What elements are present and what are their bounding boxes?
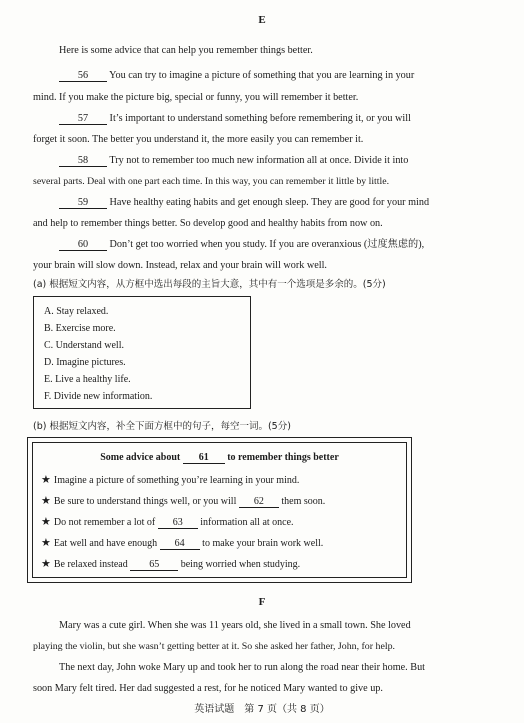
paragraph-56-line-1 [33, 69, 495, 82]
page-footer: 英语试题 第 7 页（共 8 页） [194, 704, 330, 715]
blank-63: 63 [158, 517, 198, 529]
advice-row-3-text-end: information all at once. [200, 517, 294, 528]
blank-65: 65 [130, 559, 178, 571]
section-f-heading: F [258, 596, 266, 608]
advice-row-2-text-end: them soon. [281, 496, 326, 507]
blank-59: 59 [59, 197, 107, 209]
advice-row-3-text-start: Do not remember a lot of [53, 517, 156, 528]
option-a: A. Stay relaxed. [44, 306, 109, 317]
advice-row-4-text-start: Eat well and have enough [53, 538, 158, 549]
advice-row-2-text-start: Be sure to understand things well, or you will [53, 496, 237, 507]
section-e-intro: Here is some advice that can help you remember things better. [59, 45, 313, 56]
star-icon: ★ [41, 558, 51, 570]
paragraph-58-line-1 [33, 154, 495, 167]
advice-title-end: to remember things better [227, 452, 339, 463]
section-f-line-4: soon Mary felt tired. Her dad suggested a rest, for he noticed Mary wanted to give up. [33, 683, 383, 694]
advice-title-start: Some advice about [100, 452, 181, 463]
paragraph-57-line-2: forget it soon. The better you understand it, the more easily you can remember it. [33, 134, 364, 145]
blank-61: 61 [183, 452, 225, 464]
advice-box-inner [32, 442, 407, 578]
options-box [33, 296, 251, 409]
paragraph-59-line-1 [33, 196, 495, 209]
advice-row-5-text-end: being worried when studying. [180, 559, 301, 570]
paragraph-56-line-2: mind. If you make the picture big, special or funny, you will remember it better. [33, 92, 359, 103]
option-c: C. Understand well. [44, 340, 124, 351]
advice-row-4 [41, 536, 323, 550]
paragraph-60-line-1 [33, 238, 495, 251]
paragraph-60-text: Don’t get too worried when you study. If you are overanxious (过度焦虑的), [109, 239, 425, 250]
paragraph-59-line-2: and help to remember things better. So develop good and healthy habits from now on. [33, 218, 383, 229]
star-icon: ★ [41, 516, 51, 528]
advice-box [27, 437, 412, 583]
blank-64: 64 [160, 538, 200, 550]
section-f-line-2: playing the violin, but she wasn’t getting better at it. So she asked her father, John, for help. [33, 641, 395, 652]
option-e: E. Live a healthy life. [44, 374, 131, 385]
advice-box-title [33, 452, 406, 464]
option-d: D. Imagine pictures. [44, 357, 126, 368]
blank-62: 62 [239, 496, 279, 508]
section-f-line-1: Mary was a cute girl. When she was 11 years old, she lived in a small town. She loved [59, 620, 411, 631]
blank-56: 56 [59, 70, 107, 82]
paragraph-57-line-1 [33, 112, 495, 125]
paragraph-56-text: You can try to imagine a picture of something that you are learning in your [109, 70, 415, 81]
star-icon: ★ [41, 537, 51, 549]
section-f-line-3: The next day, John woke Mary up and took her to run along the road near their home. But [59, 662, 425, 673]
advice-row-5-text-start: Be relaxed instead [53, 559, 128, 570]
paragraph-57-text: It’s important to understand something before remembering it, or you will [109, 113, 411, 124]
section-e-heading: E [258, 14, 266, 26]
option-b: B. Exercise more. [44, 323, 116, 334]
paragraph-60-line-2: your brain will slow down. Instead, relax and your brain will work well. [33, 260, 327, 271]
advice-row-2 [41, 494, 325, 508]
advice-row-3 [41, 515, 294, 529]
part-a-instruction: (a) 根据短文内容，从方框中选出每段的主旨大意，其中有一个选项是多余的。(5分) [33, 279, 386, 290]
blank-60: 60 [59, 239, 107, 251]
option-f: F. Divide new information. [44, 391, 153, 402]
paragraph-59-text: Have healthy eating habits and get enough sleep. They are good for your mind [109, 197, 430, 208]
star-icon: ★ [41, 474, 51, 486]
advice-row-4-text-end: to make your brain work well. [202, 538, 324, 549]
star-icon: ★ [41, 495, 51, 507]
paragraph-58-text: Try not to remember too much new information all at once. Divide it into [109, 155, 409, 166]
advice-row-1-text: Imagine a picture of something you’re learning in your mind. [53, 475, 300, 486]
paragraph-58-line-2: several parts. Deal with one part each time. In this way, you can remember it little by little. [33, 176, 390, 187]
advice-row-1 [41, 473, 299, 486]
advice-row-5 [41, 557, 300, 571]
blank-57: 57 [59, 113, 107, 125]
part-b-instruction: (b) 根据短文内容，补全下面方框中的句子，每空一词。(5分) [33, 421, 291, 432]
blank-58: 58 [59, 155, 107, 167]
